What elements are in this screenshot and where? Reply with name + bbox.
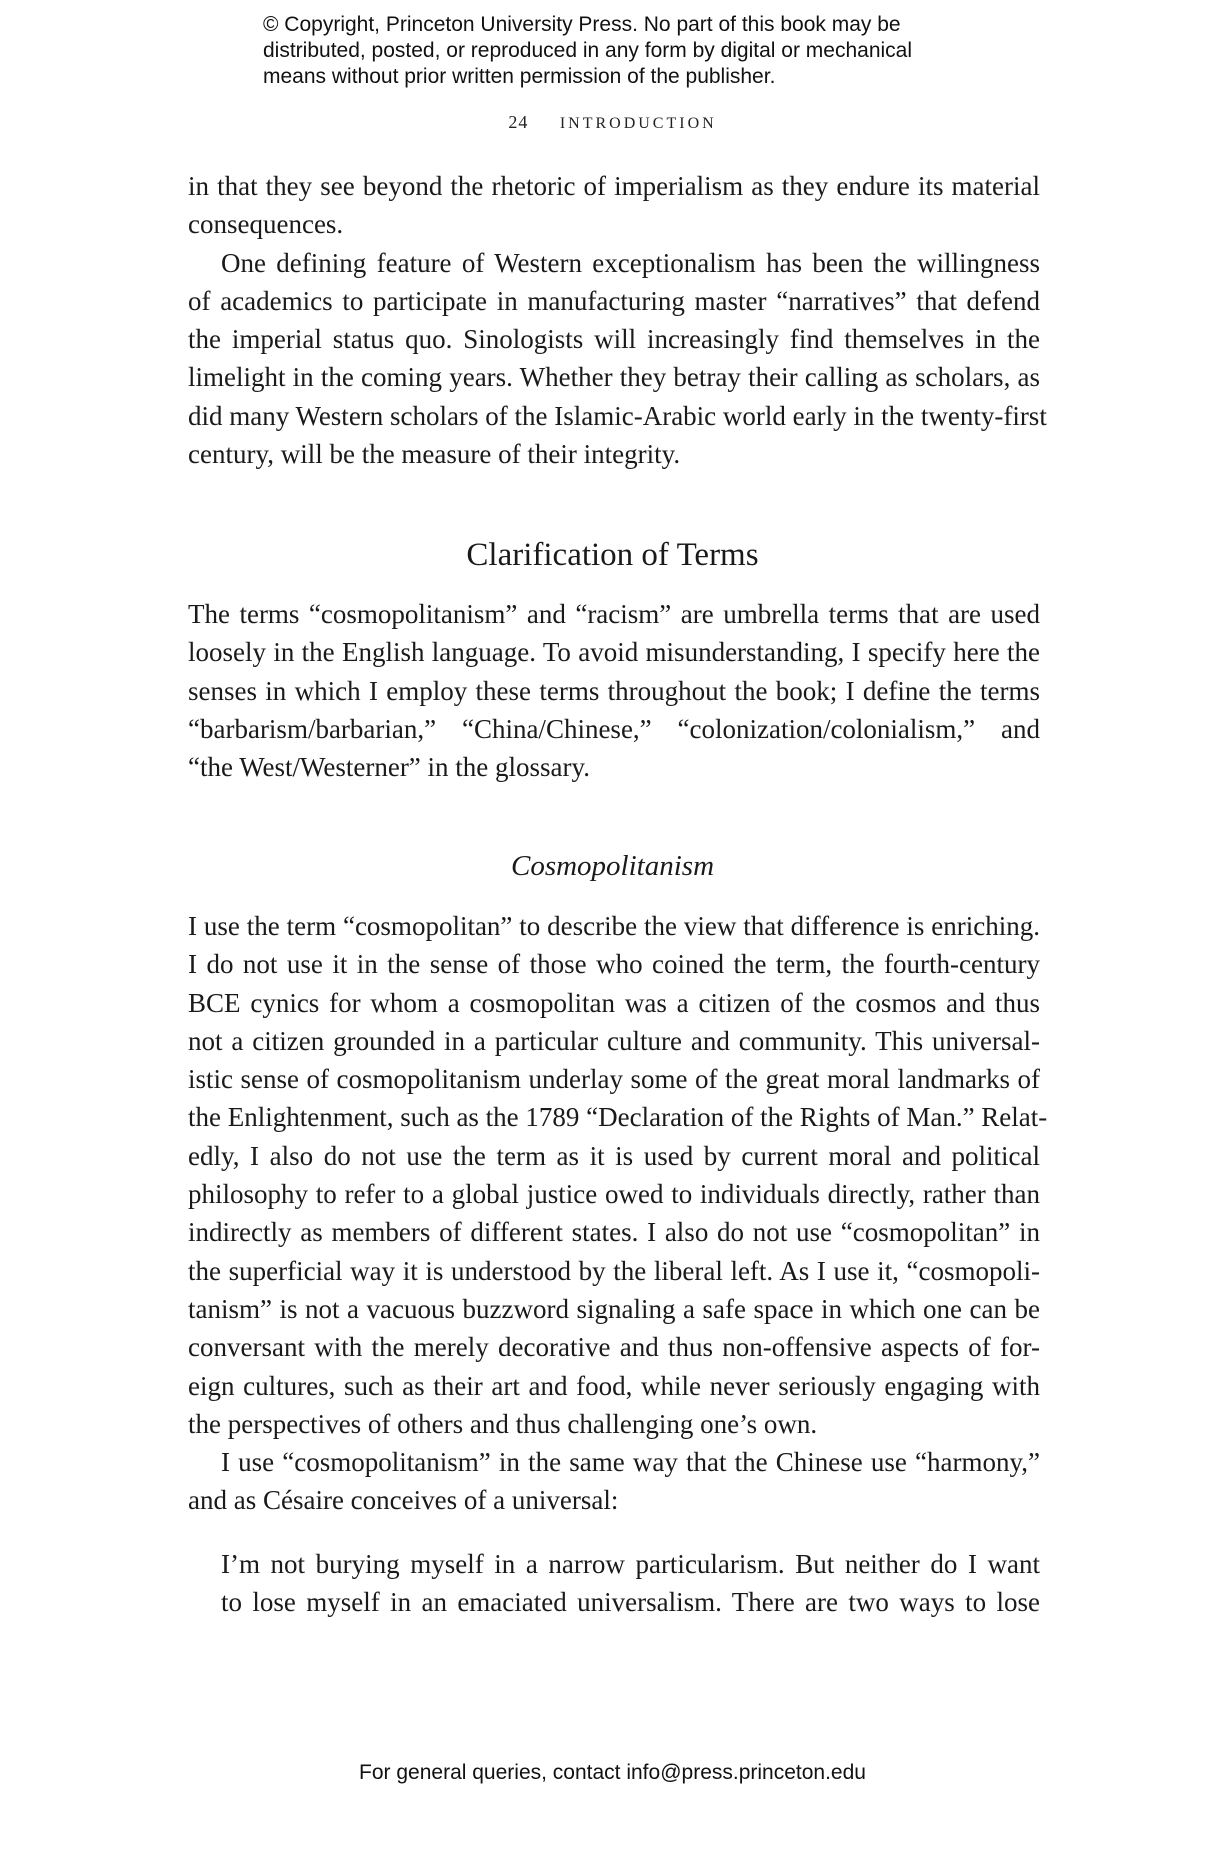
copyright-notice	[263, 12, 1023, 90]
text-line: the superficial way it is understood by the liberal left. As I use it, “cosmopoli-	[188, 1255, 1040, 1286]
text-line: in that they see beyond the rhetoric of imperialism as they endure its material	[188, 171, 1040, 201]
text-line: and as Césaire conceives of a universal:	[188, 1485, 619, 1516]
page-number: 24	[508, 112, 529, 132]
paragraph-continued	[188, 167, 1047, 473]
text-line: conversant with the merely decorative and thus non-offensive aspects of for-	[188, 1332, 1040, 1363]
running-head	[0, 112, 1225, 133]
text-line: “barbarism/barbarian,” “China/Chinese,” “colonization/colonialism,” and	[188, 713, 1040, 744]
text-line: did many Western scholars of the Islamic-Arabic world early in the twenty-first	[188, 400, 1047, 431]
running-head-section: INTRODUCTION	[559, 115, 717, 132]
text-line: edly, I also do not use the term as it is used by current moral and political	[188, 1140, 1040, 1171]
text-line: the Enlightenment, such as the 1789 “Declaration of the Rights of Man.” Relat-	[188, 1102, 1048, 1133]
contact-footer: For general queries, contact info@press.princeton.edu	[359, 1761, 866, 1784]
block-quote	[221, 1545, 1040, 1622]
text-line: the imperial status quo. Sinologists will increasingly find themselves in the	[188, 324, 1040, 355]
text-line: indirectly as members of different states. I also do not use “cosmopolitan” in	[188, 1217, 1040, 1248]
text-line: century, will be the measure of their integrity.	[188, 439, 681, 470]
text-line: tanism” is not a vacuous buzzword signaling a safe space in which one can be	[188, 1293, 1040, 1324]
text-line: of academics to participate in manufacturing master “narratives” that defend	[188, 285, 1040, 316]
text-line: consequences.	[188, 209, 344, 240]
copyright-line: © Copyright, Princeton University Press. No part of this book may be	[263, 13, 901, 36]
text-line: I use “cosmopolitanism” in the same way that the Chinese use “harmony,”	[221, 1447, 1040, 1478]
paragraph-cosmopolitanism	[188, 907, 1048, 1520]
copyright-line: distributed, posted, or reproduced in any form by digital or mechanical	[263, 39, 913, 62]
paragraph-terms	[188, 595, 1040, 786]
text-line: istic sense of cosmopolitanism underlay some of the great moral landmarks of	[188, 1064, 1040, 1095]
text-line: eign cultures, such as their art and food, while never seriously engaging with	[188, 1370, 1040, 1401]
text-line: I use the term “cosmopolitan” to describe the view that difference is enriching.	[188, 911, 1040, 941]
text-line: the perspectives of others and thus challenging one’s own.	[188, 1408, 818, 1439]
copyright-line: means without prior written permission of the publisher.	[263, 65, 776, 88]
text-line: philosophy to refer to a global justice owed to individuals directly, rather than	[188, 1179, 1040, 1210]
text-line: I do not use it in the sense of those who coined the term, the fourth-century	[188, 949, 1040, 980]
quote-line: I’m not burying myself in a narrow particularism. But neither do I want	[221, 1549, 1040, 1579]
subsection-heading: Cosmopolitanism	[510, 850, 715, 882]
text-line: “the West/Westerner” in the glossary.	[188, 752, 591, 783]
text-line: loosely in the English language. To avoid misunderstanding, I specify here the	[188, 637, 1040, 668]
text-line: BCE cynics for whom a cosmopolitan was a citizen of the cosmos and thus	[188, 987, 1040, 1018]
section-heading: Clarification of Terms	[466, 537, 759, 573]
text-line: The terms “cosmopolitanism” and “racism” are umbrella terms that are used	[188, 599, 1040, 629]
text-line: senses in which I employ these terms throughout the book; I define the terms	[188, 675, 1040, 706]
quote-line: to lose myself in an emaciated universalism. There are two ways to lose	[221, 1587, 1040, 1618]
text-line: not a citizen grounded in a particular culture and community. This universal-	[188, 1025, 1040, 1056]
text-line: One defining feature of Western exceptionalism has been the willingness	[221, 247, 1040, 278]
text-line: limelight in the coming years. Whether they betray their calling as scholars, as	[188, 362, 1040, 393]
